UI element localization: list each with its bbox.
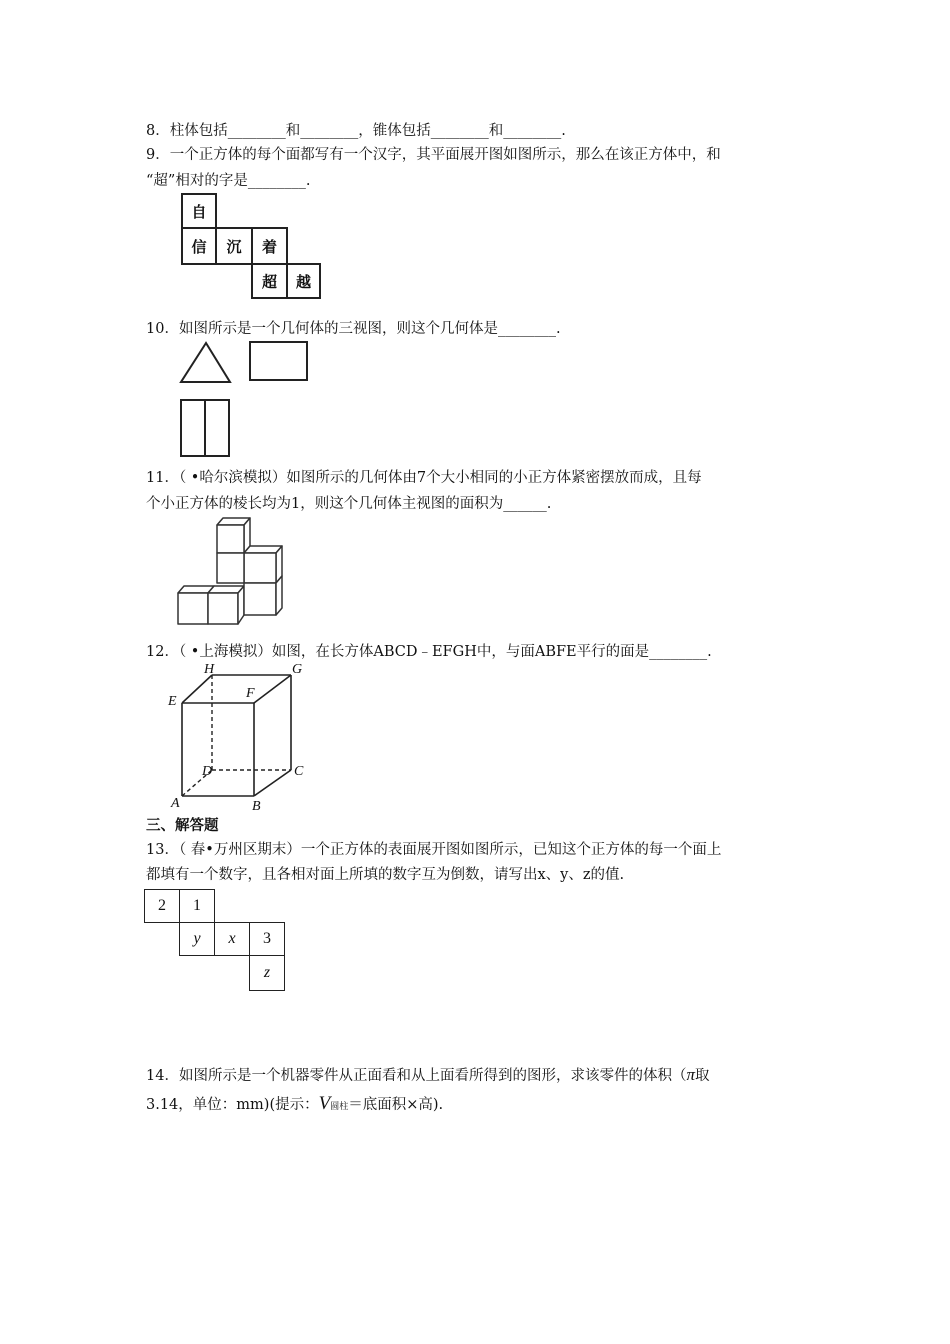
- question-12: 12．（ •上海模拟）如图，在长方体ABCD﹣EFGH中，与面ABFE平行的面是________.: [146, 644, 712, 660]
- question-14-text-b: 取: [694, 1068, 710, 1084]
- pi-symbol: π: [686, 1065, 695, 1084]
- net-cell-chao: 超: [251, 263, 288, 299]
- vertex-label-g: G: [292, 662, 303, 677]
- cylinder-volume-symbol: V圆柱: [318, 1093, 349, 1114]
- section-3-heading: 三、解答题: [146, 818, 219, 834]
- question-11-line-1: 11．（ •哈尔滨模拟）如图所示的几何体由7个大小相同的小正方体紧密摆放而成，且每: [146, 470, 702, 486]
- net-cell-chen: 沉: [215, 227, 253, 265]
- question-14-text-c: 3.14，单位：mm)(提示：: [146, 1097, 319, 1113]
- question-14-line-2: [146, 1094, 443, 1116]
- net-cell-zi: 自: [181, 193, 217, 229]
- question-13-line-1: 13．（ 春•万州区期末）一个正方体的表面展开图如图所示，已知这个正方体的每一个面上: [146, 842, 722, 858]
- question-10: 10．如图所示是一个几何体的三视图，则这个几何体是________.: [146, 321, 561, 337]
- net-cell-zhuo: 着: [251, 227, 288, 265]
- question-9-line-2: “超”相对的字是________.: [146, 173, 311, 189]
- question-11-line-2: 个小正方体的棱长均为1，则这个几何体主视图的面积为______.: [146, 496, 552, 512]
- vertex-label-d: D: [202, 764, 213, 779]
- net-cell-2: 2: [144, 889, 180, 923]
- net-cell-3: 3: [249, 922, 285, 956]
- vertex-label-a: A: [171, 796, 180, 811]
- vertex-label-h: H: [204, 662, 215, 677]
- cylinder-subscript: 圆柱: [330, 1101, 349, 1111]
- question-14-text-a: 14．如图所示是一个机器零件从正面看和从上面看所得到的图形，求该零件的体积（: [146, 1068, 687, 1084]
- question-14-line-1: [146, 1065, 709, 1086]
- vertex-label-f: F: [246, 686, 255, 701]
- vertex-label-e: E: [168, 694, 177, 709]
- net-cell-x: x: [214, 922, 250, 956]
- net-cell-1: 1: [179, 889, 215, 923]
- question-13-line-2: 都填有一个数字，且各相对面上所填的数字互为倒数，请写出x、y、z的值.: [146, 867, 625, 883]
- net-cell-z: z: [249, 955, 285, 991]
- question-14-text-d: ＝底面积×高).: [348, 1097, 444, 1113]
- net-cell-yue: 越: [286, 263, 321, 299]
- question-9-line-1: 9．一个正方体的每个面都写有一个汉字，其平面展开图如图所示，那么在该正方体中，和: [146, 147, 721, 163]
- vertex-label-c: C: [294, 764, 304, 779]
- vertex-label-b: B: [252, 799, 261, 814]
- net-cell-xin: 信: [181, 227, 217, 265]
- net-cell-y: y: [179, 922, 215, 956]
- question-8: 8．柱体包括________和________，锥体包括________和________.: [146, 123, 566, 139]
